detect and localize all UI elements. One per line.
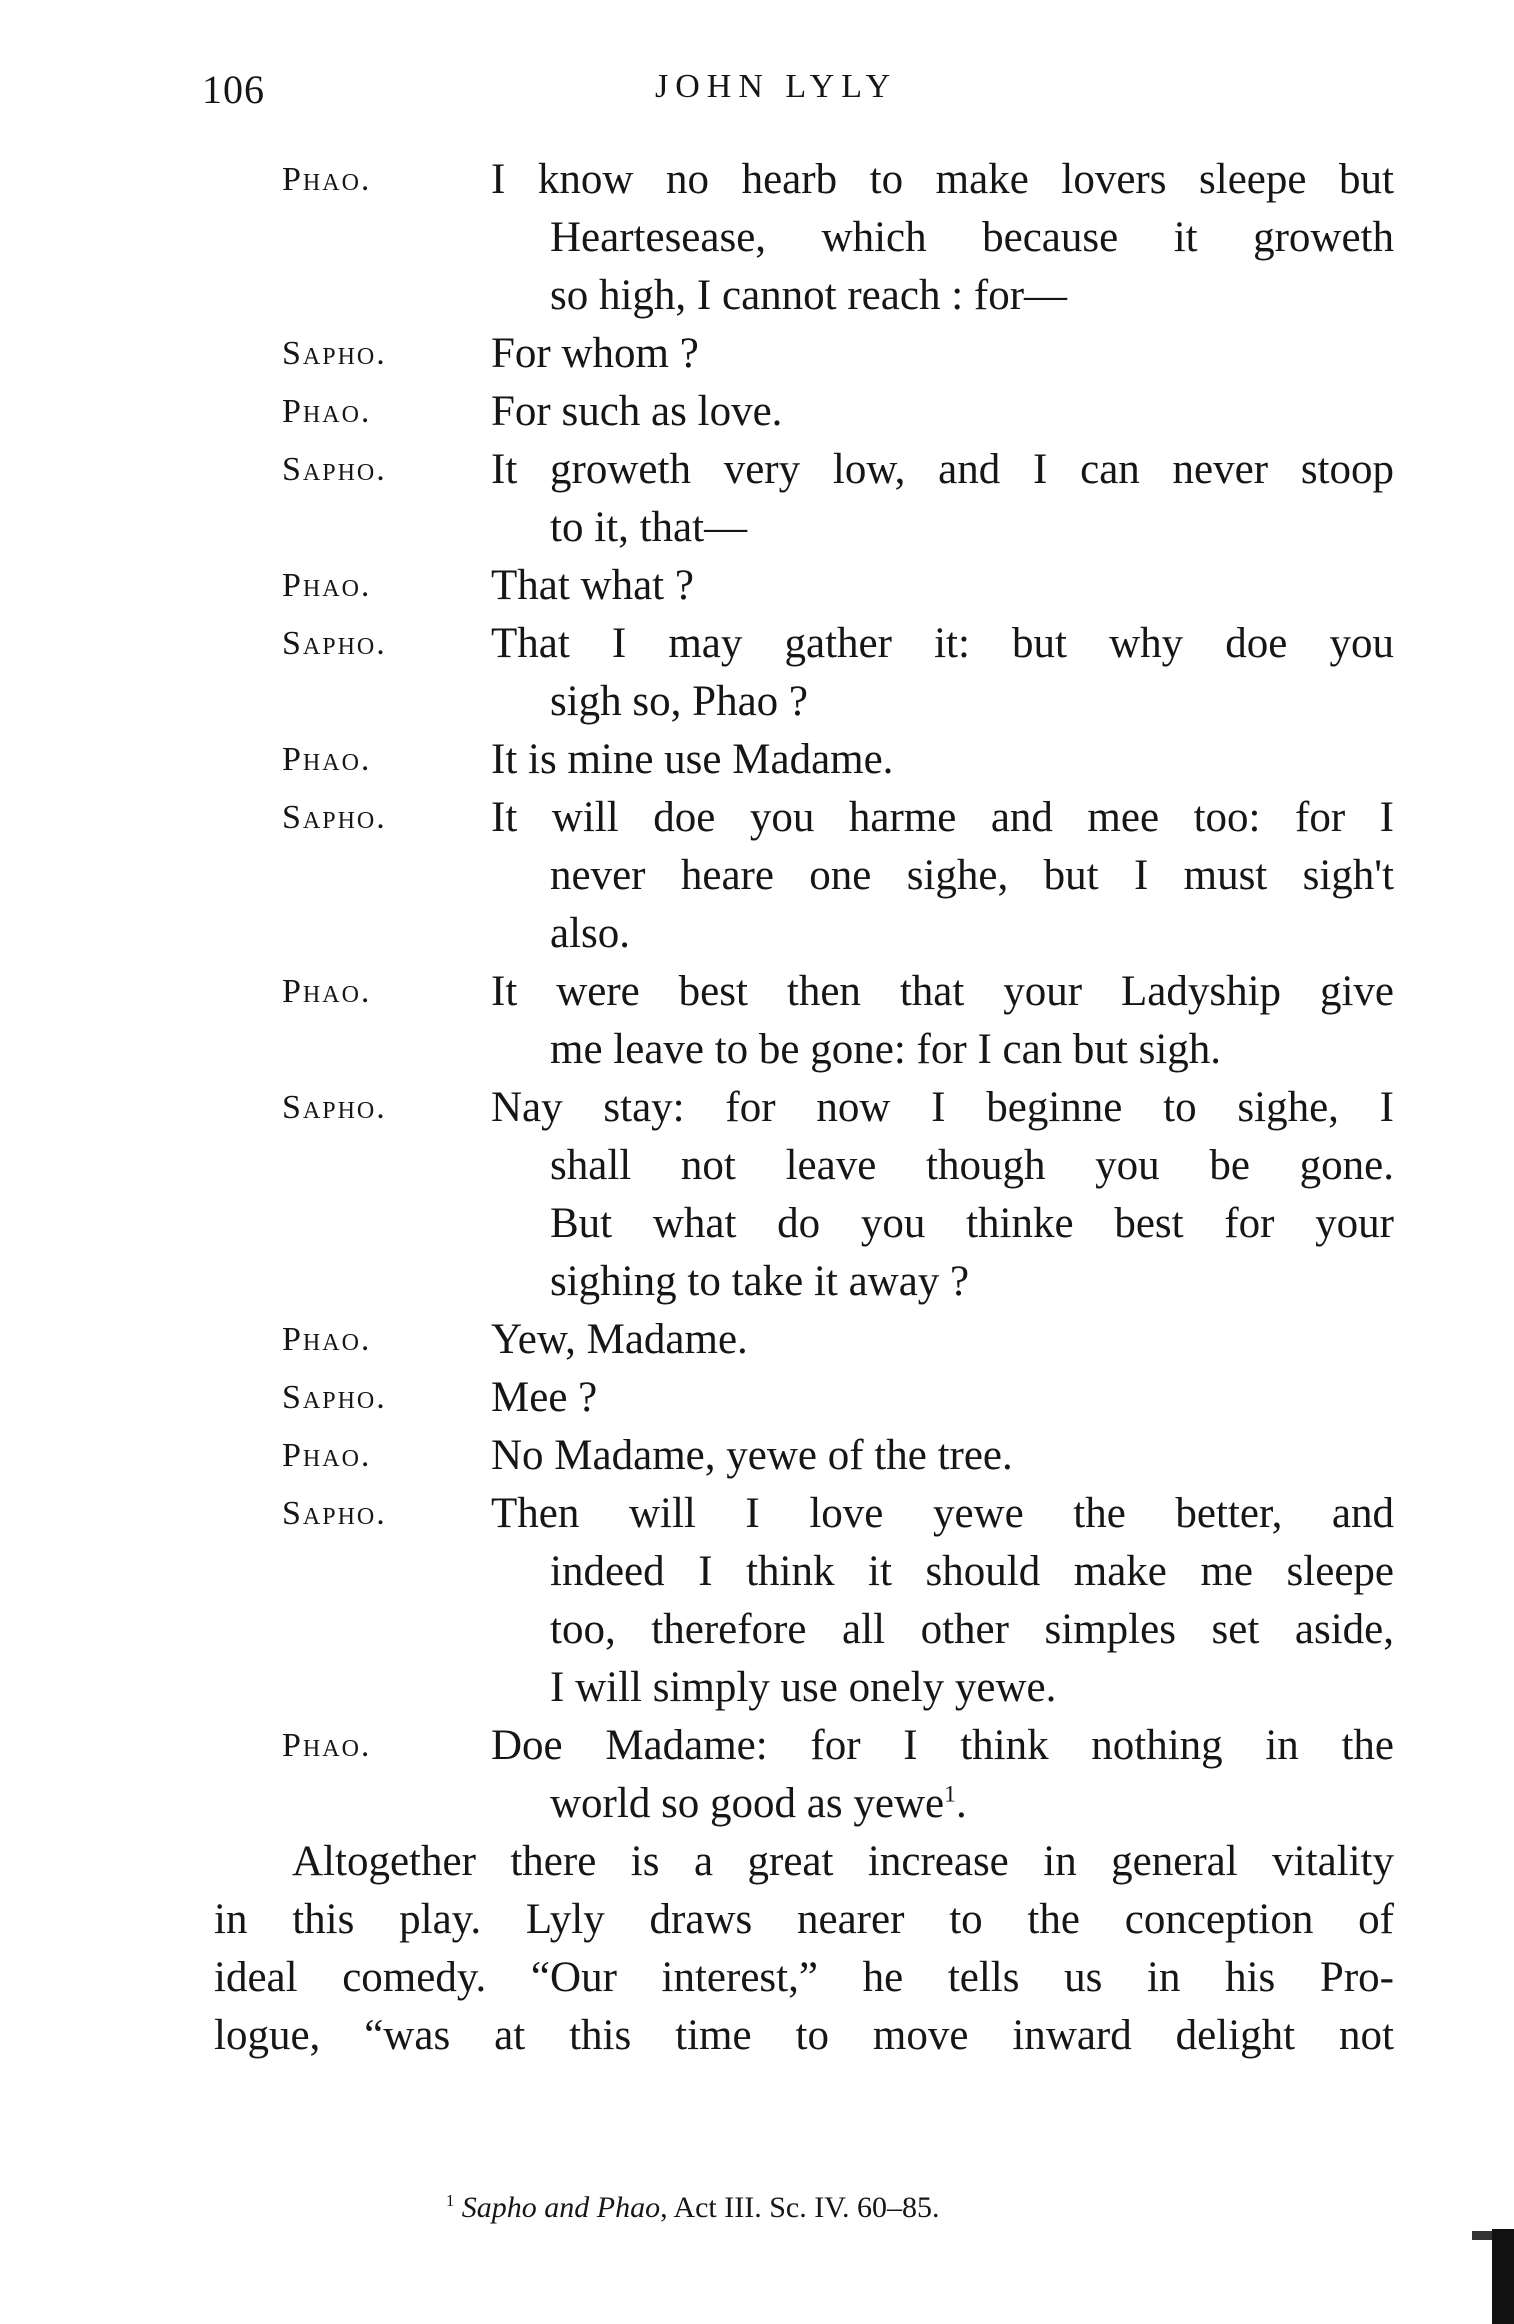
speaker-name: Phao. bbox=[282, 741, 372, 778]
speech-line bbox=[550, 1775, 1394, 1833]
speech-block bbox=[0, 441, 1514, 557]
speech-block bbox=[0, 151, 1514, 325]
speech-line bbox=[491, 441, 1394, 499]
speech-text: Mee ? bbox=[491, 1374, 598, 1421]
speech-line bbox=[550, 267, 1394, 325]
speech-text: It were best then that your Ladyship give bbox=[491, 968, 1394, 1015]
speech-text: Yew, Madame. bbox=[491, 1316, 748, 1363]
speech-line bbox=[550, 847, 1394, 905]
page-header bbox=[0, 66, 1514, 126]
speech-text: I will simply use onely yewe. bbox=[550, 1664, 1057, 1711]
footnote-title: Sapho and Phao bbox=[461, 2191, 661, 2224]
speech-line bbox=[550, 905, 1394, 963]
speech-block bbox=[0, 557, 1514, 615]
speaker-name: Phao. bbox=[282, 161, 372, 198]
dialogue-block bbox=[0, 151, 1514, 1833]
speech-line bbox=[491, 963, 1394, 1021]
sentence-period: . bbox=[955, 1780, 967, 1827]
speech-line bbox=[550, 673, 1394, 731]
prose-line: Altogether there is a great increase in general vitality bbox=[292, 1838, 1394, 1885]
speech-text: me leave to be gone: for I can but sigh. bbox=[550, 1026, 1222, 1073]
footnote-reference: 1 bbox=[944, 1781, 956, 1808]
speech-block bbox=[0, 1311, 1514, 1369]
speaker-name: Sapho. bbox=[282, 1379, 387, 1416]
speech-text: world so good as yewe bbox=[550, 1780, 945, 1827]
speech-line bbox=[491, 383, 1394, 441]
speech-line bbox=[550, 209, 1394, 267]
prose-line: logue, “was at this time to move inward delight not bbox=[214, 2012, 1394, 2059]
speaker-name: Phao. bbox=[282, 973, 372, 1010]
speech-text: For whom ? bbox=[491, 330, 699, 377]
prose-line: in this play. Lyly draws nearer to the conception of bbox=[214, 1896, 1394, 1943]
speech-text: indeed I think it should make me sleepe bbox=[550, 1548, 1394, 1595]
speech-line bbox=[550, 1137, 1394, 1195]
speaker-name: Phao. bbox=[282, 393, 372, 430]
speech-block bbox=[0, 1369, 1514, 1427]
scan-edge-mark bbox=[1492, 2229, 1514, 2324]
speech-text: Heartesease, which because it groweth bbox=[550, 214, 1394, 261]
speech-text: But what do you thinke best for your bbox=[550, 1200, 1394, 1247]
speech-line bbox=[491, 1485, 1394, 1543]
speaker-name: Phao. bbox=[282, 1437, 372, 1474]
speech-text: sigh so, Phao ? bbox=[550, 678, 808, 725]
speech-block bbox=[0, 1485, 1514, 1717]
speech-text: also. bbox=[550, 910, 631, 957]
speech-text: I know no hearb to make lovers sleepe but bbox=[491, 156, 1394, 203]
speech-text: That I may gather it: but why doe you bbox=[491, 620, 1394, 667]
speech-block bbox=[0, 383, 1514, 441]
page-number: 106 bbox=[202, 67, 265, 112]
speech-text: That what ? bbox=[491, 562, 694, 609]
speech-block bbox=[0, 731, 1514, 789]
speech-text: It is mine use Madame. bbox=[491, 736, 894, 783]
speaker-name: Phao. bbox=[282, 567, 372, 604]
speech-block bbox=[0, 1717, 1514, 1833]
speech-text: Then will I love yewe the better, and bbox=[491, 1490, 1394, 1537]
speech-text: It will doe you harme and mee too: for I bbox=[491, 794, 1394, 841]
speech-text: too, therefore all other simples set aside, bbox=[550, 1606, 1394, 1653]
speech-line bbox=[550, 1659, 1394, 1717]
speech-line bbox=[491, 325, 1394, 383]
running-head: JOHN LYLY bbox=[655, 68, 898, 105]
speech-line bbox=[491, 1717, 1394, 1775]
speech-line bbox=[491, 151, 1394, 209]
prose-paragraph bbox=[214, 1833, 1394, 2065]
speaker-name: Sapho. bbox=[282, 451, 387, 488]
speaker-name: Sapho. bbox=[282, 335, 387, 372]
speech-line bbox=[550, 1601, 1394, 1659]
speech-text: No Madame, yewe of the tree. bbox=[491, 1432, 1013, 1479]
speech-line bbox=[491, 615, 1394, 673]
footnote bbox=[446, 2188, 1246, 2228]
speech-block bbox=[0, 1427, 1514, 1485]
speech-line bbox=[491, 789, 1394, 847]
speech-text: so high, I cannot reach : for— bbox=[550, 272, 1068, 319]
speaker-name: Phao. bbox=[282, 1321, 372, 1358]
speech-line bbox=[491, 557, 1394, 615]
speech-line bbox=[550, 499, 1394, 557]
speaker-name: Sapho. bbox=[282, 799, 387, 836]
speech-block bbox=[0, 789, 1514, 963]
speech-text: For such as love. bbox=[491, 388, 783, 435]
speaker-name: Sapho. bbox=[282, 1089, 387, 1126]
speech-line bbox=[491, 1369, 1394, 1427]
speaker-name: Sapho. bbox=[282, 1495, 387, 1532]
prose-line: ideal comedy. “Our interest,” he tells us in his Pro- bbox=[214, 1954, 1394, 2001]
speech-line bbox=[550, 1543, 1394, 1601]
speech-block bbox=[0, 1079, 1514, 1311]
speech-text: shall not leave though you be gone. bbox=[550, 1142, 1394, 1189]
speech-line bbox=[491, 1311, 1394, 1369]
speech-text: Doe Madame: for I think nothing in the bbox=[491, 1722, 1394, 1769]
speech-text: It groweth very low, and I can never stoop bbox=[491, 446, 1394, 493]
footnote-marker: 1 bbox=[446, 2191, 455, 2210]
speaker-name: Phao. bbox=[282, 1727, 372, 1764]
speech-block bbox=[0, 325, 1514, 383]
speech-line bbox=[550, 1195, 1394, 1253]
speech-text: never heare one sighe, but I must sigh't bbox=[550, 852, 1394, 899]
speech-block bbox=[0, 615, 1514, 731]
footnote-citation: , Act III. Sc. IV. 60–85. bbox=[660, 2191, 940, 2224]
speech-line bbox=[491, 1079, 1394, 1137]
speech-line bbox=[550, 1253, 1394, 1311]
speech-text: Nay stay: for now I beginne to sighe, I bbox=[491, 1084, 1394, 1131]
speech-line bbox=[550, 1021, 1394, 1079]
speech-text: sighing to take it away ? bbox=[550, 1258, 970, 1305]
speech-line bbox=[491, 731, 1394, 789]
speech-block bbox=[0, 963, 1514, 1079]
speech-line bbox=[491, 1427, 1394, 1485]
speech-text: to it, that— bbox=[550, 504, 748, 551]
speaker-name: Sapho. bbox=[282, 625, 387, 662]
